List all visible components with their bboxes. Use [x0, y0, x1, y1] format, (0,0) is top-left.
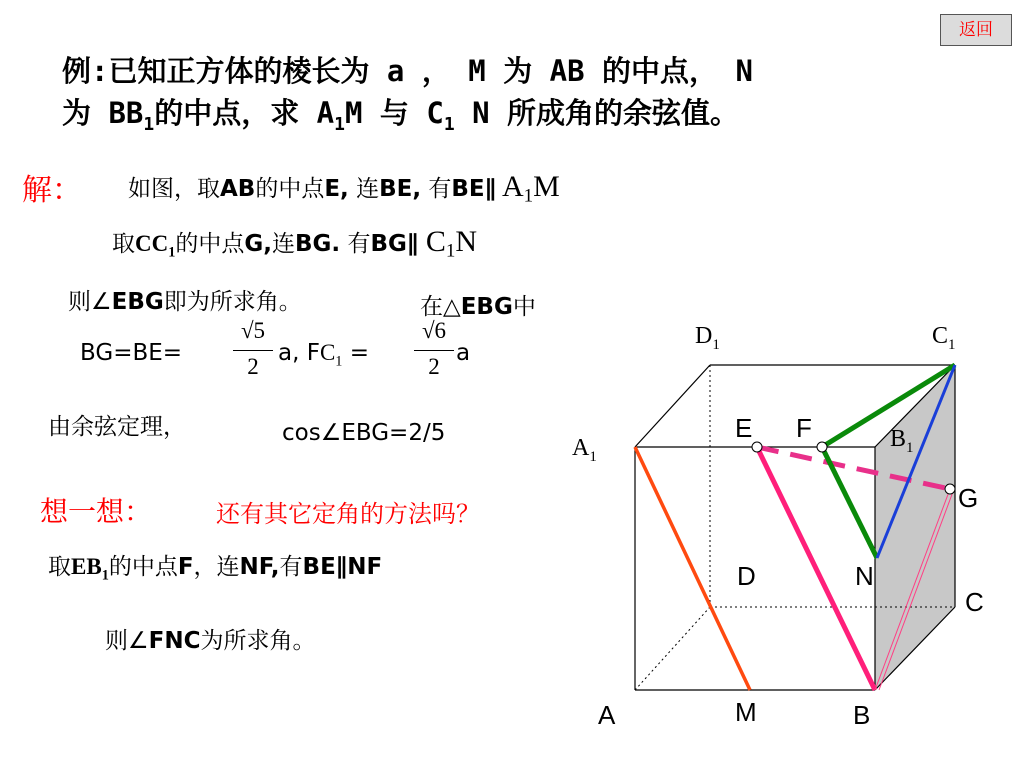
label-D1: $D_1$: [695, 323, 720, 353]
text: BG∥: [370, 231, 419, 257]
text: 则∠: [68, 289, 112, 315]
subscript: 1: [143, 113, 155, 135]
subscript: 1: [445, 240, 456, 262]
label-A1: $A_1$: [572, 435, 597, 465]
label-B: B: [853, 700, 871, 730]
text: C: [319, 340, 336, 365]
label-E: E: [735, 413, 753, 443]
text: N: [455, 225, 478, 258]
label-B1: $B_1$: [890, 426, 914, 456]
label-D: D: [737, 561, 756, 591]
solution-line-4-end: a: [456, 340, 471, 366]
problem-text: 的中点，求 A: [154, 96, 335, 130]
solution-line-4-start: BG=BE=: [80, 340, 183, 366]
subscript: 1: [335, 353, 343, 370]
label-C: C: [965, 587, 984, 617]
back-button[interactable]: 返回: [940, 14, 1012, 46]
problem-text: N 所成角的余弦值。: [454, 96, 740, 130]
point-G: [945, 484, 955, 494]
text: BE∥: [451, 176, 497, 202]
subscript: 1: [523, 185, 534, 207]
text: 在△: [420, 294, 461, 320]
solution-line-5: 由余弦定理，: [48, 414, 186, 440]
text: EBG: [460, 294, 513, 320]
subscript: 1: [168, 244, 176, 261]
label-C1: $C_1$: [932, 323, 956, 353]
text: AB: [220, 176, 256, 202]
point-F: [817, 442, 827, 452]
label-G: G: [958, 483, 979, 513]
right-face-shading: [875, 365, 955, 690]
text: 的中点: [255, 176, 325, 202]
subscript: 1: [101, 567, 109, 584]
text: EBG: [111, 289, 164, 315]
text: 取: [48, 554, 71, 580]
segment-A1M: [635, 447, 750, 690]
text: EB: [71, 554, 102, 579]
segment-FN: [822, 447, 877, 558]
subscript: 1: [443, 113, 455, 135]
text: NF,: [239, 554, 280, 580]
text: 为所求角。: [200, 628, 316, 654]
text: BG.: [294, 231, 341, 257]
text: CC: [135, 231, 169, 256]
think-label: 想一想：: [40, 495, 153, 528]
edge-A1D1: [635, 365, 710, 447]
text: 有: [421, 176, 452, 202]
text: E,: [324, 176, 349, 202]
label-N: N: [855, 561, 874, 591]
text: F: [177, 554, 194, 580]
text: M: [533, 170, 560, 203]
text: 即为所求角。: [163, 289, 302, 315]
text: =: [342, 340, 370, 366]
text: BE,: [379, 176, 422, 202]
fraction-denominator: 2: [247, 354, 259, 379]
fraction-denominator: 2: [428, 354, 440, 379]
text: a, F: [278, 340, 320, 366]
label-M: M: [735, 697, 757, 727]
problem-text: 为 BB: [62, 96, 144, 130]
text: 有: [279, 554, 303, 580]
text: 连: [271, 231, 295, 257]
solution-line-6: cos∠EBG=2/5: [282, 420, 446, 446]
text: ，连: [193, 554, 240, 580]
text: 取: [112, 231, 135, 257]
text: 中: [512, 294, 536, 320]
point-E: [752, 442, 762, 452]
fraction-numerator: √6: [421, 318, 447, 343]
text: 有: [340, 231, 371, 257]
label-A: A: [598, 700, 616, 730]
text: FNC: [148, 628, 201, 654]
think-question: 还有其它定角的方法吗？: [216, 502, 480, 528]
text: 如图，取: [128, 176, 220, 202]
subscript: 1: [334, 113, 345, 135]
text: 的中点: [175, 231, 245, 257]
text: 则∠: [105, 628, 149, 654]
text: A: [496, 170, 524, 203]
solution-label: 解：: [22, 173, 82, 208]
text: 的中点: [108, 554, 178, 580]
problem-text: 例:已知正方体的棱长为 a ， M 为 AB 的中点， N: [62, 54, 753, 88]
problem-text: M 与 C: [344, 96, 444, 130]
text: BE∥NF: [302, 554, 383, 580]
text: G,: [244, 231, 272, 257]
label-F: F: [796, 413, 812, 443]
text: 连: [348, 176, 380, 202]
text: C: [418, 225, 446, 258]
fraction-numerator: √5: [240, 318, 266, 343]
edge-AD: [635, 607, 710, 690]
